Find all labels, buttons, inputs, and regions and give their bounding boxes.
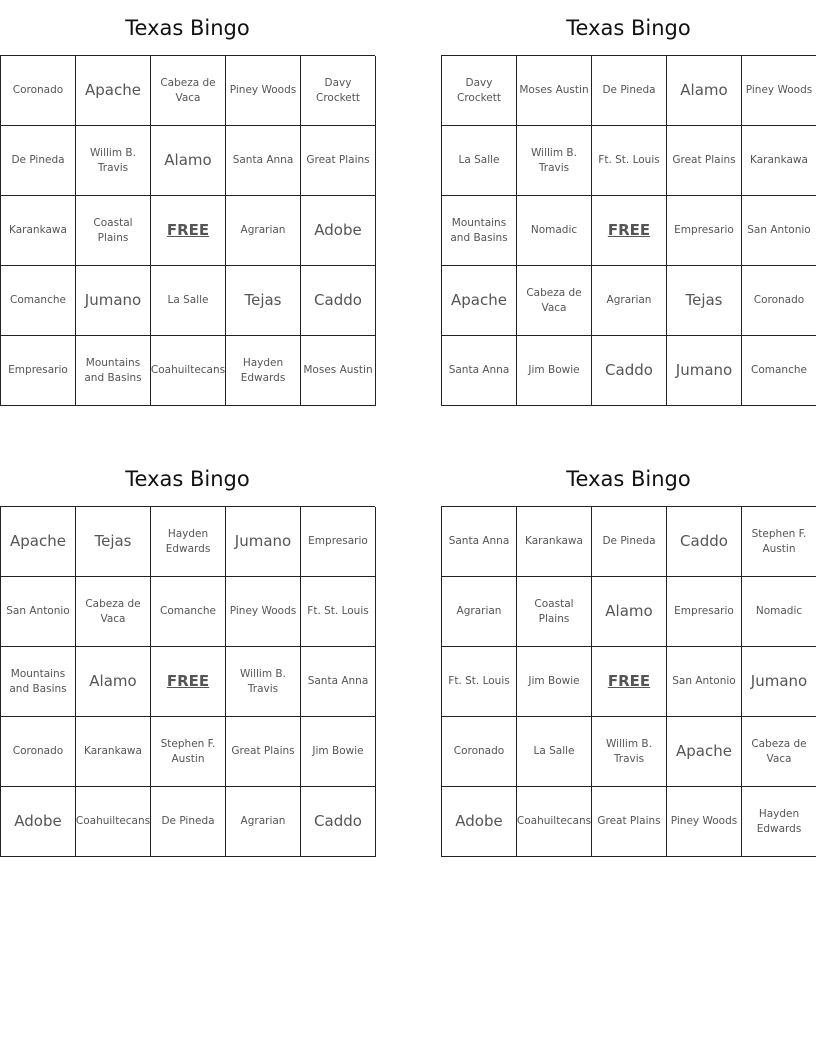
bingo-cell: Alamo xyxy=(151,126,226,196)
bingo-cell: Coastal Plains xyxy=(517,577,592,647)
bingo-cell: De Pineda xyxy=(592,56,667,126)
bingo-cell: Moses Austin xyxy=(301,336,376,406)
bingo-cell: Willim B. Travis xyxy=(76,126,151,196)
bingo-cell: Davy Crockett xyxy=(301,56,376,126)
bingo-cell: Piney Woods xyxy=(667,787,742,857)
free-space-cell: FREE xyxy=(592,647,667,717)
bingo-cell: Jim Bowie xyxy=(517,647,592,717)
card-title: Texas Bingo xyxy=(566,467,691,491)
bingo-cell: Hayden Edwards xyxy=(151,507,226,577)
bingo-cell: Agrarian xyxy=(226,787,301,857)
bingo-cell: Tejas xyxy=(226,266,301,336)
bingo-cell: Karankawa xyxy=(742,126,816,196)
bingo-cell: Coronado xyxy=(1,717,76,787)
bingo-cell: De Pineda xyxy=(1,126,76,196)
bingo-cell: Davy Crockett xyxy=(442,56,517,126)
bingo-cell: Caddo xyxy=(301,266,376,336)
bingo-cell: Piney Woods xyxy=(226,56,301,126)
bingo-cell: La Salle xyxy=(151,266,226,336)
bingo-cell: Coahuiltecans xyxy=(76,787,151,857)
bingo-cell: Stephen F. Austin xyxy=(742,507,816,577)
bingo-cell: La Salle xyxy=(442,126,517,196)
bingo-cell: Ft. St. Louis xyxy=(301,577,376,647)
bingo-cell: De Pineda xyxy=(151,787,226,857)
bingo-cell: Ft. St. Louis xyxy=(592,126,667,196)
bingo-cell: Jumano xyxy=(76,266,151,336)
bingo-cell: Coronado xyxy=(442,717,517,787)
bingo-cell: Alamo xyxy=(76,647,151,717)
bingo-cell: Karankawa xyxy=(1,196,76,266)
bingo-cell: Apache xyxy=(76,56,151,126)
bingo-cell: San Antonio xyxy=(667,647,742,717)
bingo-cell: Great Plains xyxy=(301,126,376,196)
bingo-cell: Cabeza de Vaca xyxy=(76,577,151,647)
bingo-grid xyxy=(0,506,375,857)
card-title: Texas Bingo xyxy=(566,16,691,40)
free-space-cell: FREE xyxy=(592,196,667,266)
bingo-cell: Jumano xyxy=(742,647,816,717)
bingo-cell: Santa Anna xyxy=(301,647,376,717)
bingo-cell: Santa Anna xyxy=(442,507,517,577)
bingo-cell: Mountains and Basins xyxy=(76,336,151,406)
bingo-cell: Alamo xyxy=(667,56,742,126)
bingo-card-2 xyxy=(441,12,816,406)
bingo-grid xyxy=(441,55,816,406)
bingo-cell: Stephen F. Austin xyxy=(151,717,226,787)
bingo-cell: Coahuiltecans xyxy=(517,787,592,857)
bingo-cell: Coronado xyxy=(1,56,76,126)
bingo-cell: Adobe xyxy=(442,787,517,857)
bingo-cell: Jim Bowie xyxy=(301,717,376,787)
card-title: Texas Bingo xyxy=(125,467,250,491)
bingo-cell: Piney Woods xyxy=(742,56,816,126)
bingo-card-1 xyxy=(0,12,375,406)
bingo-cell: Willim B. Travis xyxy=(592,717,667,787)
free-space-cell: FREE xyxy=(151,196,226,266)
bingo-cell: Apache xyxy=(1,507,76,577)
bingo-cell: Comanche xyxy=(151,577,226,647)
bingo-cell: Nomadic xyxy=(517,196,592,266)
bingo-cell: Jumano xyxy=(226,507,301,577)
bingo-cell: Agrarian xyxy=(226,196,301,266)
bingo-card-3 xyxy=(0,463,375,857)
bingo-cell: Cabeza de Vaca xyxy=(517,266,592,336)
bingo-cell: Willim B. Travis xyxy=(226,647,301,717)
bingo-cell: Jumano xyxy=(667,336,742,406)
bingo-cell: Tejas xyxy=(76,507,151,577)
bingo-cell: Moses Austin xyxy=(517,56,592,126)
bingo-cell: Caddo xyxy=(667,507,742,577)
bingo-cell: Agrarian xyxy=(442,577,517,647)
bingo-grid xyxy=(0,55,375,406)
bingo-cell: Karankawa xyxy=(517,507,592,577)
bingo-cell: Alamo xyxy=(592,577,667,647)
bingo-cell: Empresario xyxy=(667,577,742,647)
bingo-cell: Tejas xyxy=(667,266,742,336)
bingo-cell: San Antonio xyxy=(742,196,816,266)
bingo-cell: Great Plains xyxy=(667,126,742,196)
bingo-cell: Caddo xyxy=(592,336,667,406)
bingo-cell: Santa Anna xyxy=(442,336,517,406)
bingo-card-4 xyxy=(441,463,816,857)
bingo-cell: Empresario xyxy=(301,507,376,577)
bingo-cell: Coahuiltecans xyxy=(151,336,226,406)
free-space-cell: FREE xyxy=(151,647,226,717)
bingo-cell: Apache xyxy=(667,717,742,787)
bingo-cell: Jim Bowie xyxy=(517,336,592,406)
bingo-grid xyxy=(441,506,816,857)
bingo-cell: Comanche xyxy=(1,266,76,336)
bingo-cell: Hayden Edwards xyxy=(226,336,301,406)
bingo-cell: Ft. St. Louis xyxy=(442,647,517,717)
bingo-cell: Hayden Edwards xyxy=(742,787,816,857)
bingo-cell: Great Plains xyxy=(592,787,667,857)
bingo-cell: Willim B. Travis xyxy=(517,126,592,196)
bingo-cell: Empresario xyxy=(1,336,76,406)
bingo-cell: Adobe xyxy=(301,196,376,266)
bingo-cell: Karankawa xyxy=(76,717,151,787)
bingo-cell: Mountains and Basins xyxy=(442,196,517,266)
bingo-cell: Cabeza de Vaca xyxy=(742,717,816,787)
bingo-cell: Coastal Plains xyxy=(76,196,151,266)
bingo-cell: Agrarian xyxy=(592,266,667,336)
bingo-cell: La Salle xyxy=(517,717,592,787)
bingo-cell: Great Plains xyxy=(226,717,301,787)
bingo-cell: Empresario xyxy=(667,196,742,266)
bingo-cell: Cabeza de Vaca xyxy=(151,56,226,126)
bingo-cell: Comanche xyxy=(742,336,816,406)
card-title: Texas Bingo xyxy=(125,16,250,40)
bingo-cell: San Antonio xyxy=(1,577,76,647)
bingo-cell: Caddo xyxy=(301,787,376,857)
bingo-cell: Coronado xyxy=(742,266,816,336)
bingo-cell: De Pineda xyxy=(592,507,667,577)
bingo-cell: Piney Woods xyxy=(226,577,301,647)
bingo-cell: Nomadic xyxy=(742,577,816,647)
bingo-cell: Apache xyxy=(442,266,517,336)
bingo-cell: Adobe xyxy=(1,787,76,857)
bingo-cell: Santa Anna xyxy=(226,126,301,196)
bingo-cell: Mountains and Basins xyxy=(1,647,76,717)
